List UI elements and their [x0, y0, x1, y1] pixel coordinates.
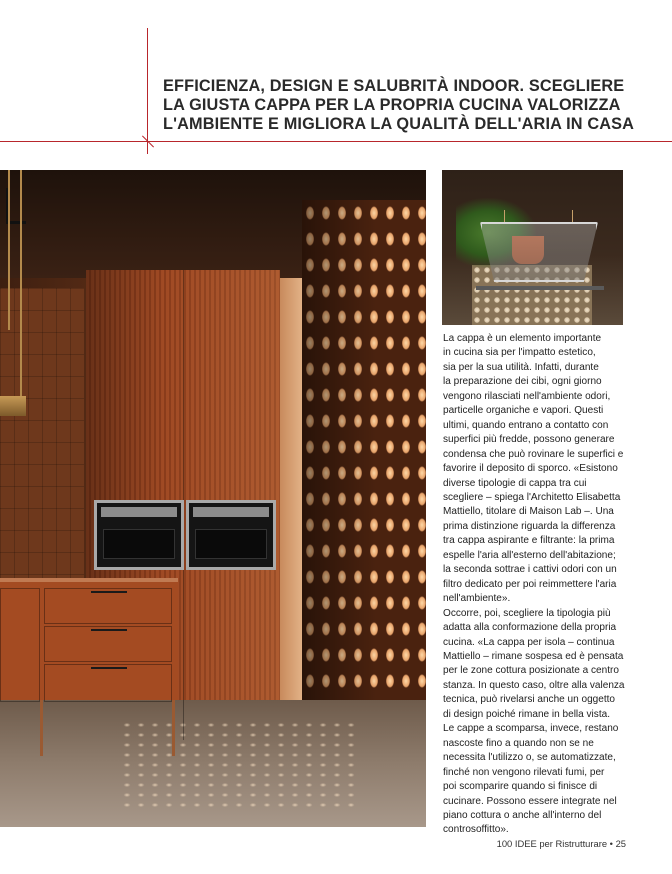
lit-pillar [280, 278, 304, 748]
body-line: sia per la sua utilità. Infatti, durante [443, 361, 599, 373]
body-line: la preparazione dei cibi, ogni giorno [443, 376, 602, 388]
body-line: filtro dedicato per poi reimmettere l'aria [443, 578, 617, 590]
body-line: nell'ambiente». [443, 593, 511, 605]
island-leg [172, 700, 175, 756]
body-line: cucinare. Possono essere integrate nel [443, 795, 617, 807]
body-line: per le zone cottura posizionate a centro [443, 665, 619, 677]
body-line: scegliere – spiega l'Architetto Elisabetta [443, 491, 621, 503]
pendant-lamp [0, 396, 26, 416]
tiled-wall [0, 288, 84, 588]
body-line: prima distinzione riguarda la differenza [443, 520, 616, 532]
island-leg [40, 700, 43, 756]
headline-line: LA GIUSTA CAPPA PER LA PROPRIA CUCINA VALORIZZA [163, 96, 621, 114]
decorative-vertical-rule [147, 28, 148, 154]
body-line: espelle l'aria all'esterno dell'abitazione; [443, 549, 616, 561]
decorative-horizontal-rule [0, 141, 672, 142]
body-line: tra cappa aspirante e filtrante: la prima [443, 535, 615, 547]
island-drawer [44, 588, 172, 624]
hood-cable [572, 210, 573, 224]
body-line: la seconda sottrae i cattivi odori con un [443, 564, 617, 576]
island-drawer [44, 664, 172, 702]
body-line: favorire il deposito di sporco. «Esistono [443, 463, 618, 475]
hood-cable [504, 210, 505, 224]
body-line: di design poiché rimane in bella vista. [443, 708, 610, 720]
headline-line: L'AMBIENTE E MIGLIORA LA QUALITÀ DELL'ARIA IN CASA [163, 115, 635, 133]
body-line: adatta alla conformazione della propria [443, 622, 617, 634]
body-line: poi scomparire quando si finisce di [443, 781, 598, 793]
body-line: finché non vengono rilevati fumi, per [443, 766, 605, 778]
body-line: Occorre, poi, scegliere la tipologia più [443, 607, 611, 619]
body-line: nascoste fino a quando non se ne [443, 737, 594, 749]
body-line: La cappa è un elemento importante [443, 333, 602, 344]
oven [186, 500, 276, 570]
body-line: stanza. In questo caso, oltre alla valenza [443, 679, 625, 691]
body-line: ultimi, quando entrano a contatto con [443, 419, 609, 431]
pendant-wire [20, 170, 22, 396]
body-line: particelle organiche e vapori. Questi [443, 405, 604, 417]
suspended-hood [480, 222, 598, 282]
body-line: piano cottura o anche all'interno del [443, 809, 602, 821]
headline-line: EFFICIENZA, DESIGN E SALUBRITÀ INDOOR. SCEGLIERE [163, 77, 625, 95]
body-line: Le cappe a scomparsa, invece, restano [443, 723, 619, 735]
body-line: tecnica, può rivelarsi anche un oggetto [443, 694, 616, 706]
article-body [443, 332, 633, 838]
headline [163, 77, 663, 134]
body-line: cucina. «La cappa per isola – continua [443, 636, 615, 648]
hood-bottom-bar [476, 286, 604, 290]
body-line: Mattiello – rimane sospesa ed è pensata [443, 650, 624, 662]
oven [94, 500, 184, 570]
island-panel [0, 588, 40, 702]
kitchen-island [0, 578, 178, 700]
page-folio: 100 IDEE per Ristrutturare • 25 [496, 838, 626, 849]
kitchen-photo [0, 170, 426, 827]
island-hood-photo [442, 170, 623, 325]
body-line: in cucina sia per l'impatto estetico, [443, 347, 596, 359]
island-drawer [44, 626, 172, 662]
body-line: necessita l'utilizzo o, se automatizzate, [443, 752, 616, 764]
body-line: diverse tipologie di cappa tra cui [443, 477, 587, 489]
body-line: condensa che può rovinare le superfici e [443, 448, 624, 460]
pendant-wire [8, 170, 10, 330]
floor [0, 700, 426, 827]
body-line: superfici più fredde, possono generare [443, 434, 615, 446]
body-line: Mattiello, titolare di Maison Lab –. Una [443, 506, 614, 518]
body-line: controsoffitto». [443, 824, 509, 836]
body-line: vengono rilasciati nell'ambiente odori, [443, 390, 611, 402]
